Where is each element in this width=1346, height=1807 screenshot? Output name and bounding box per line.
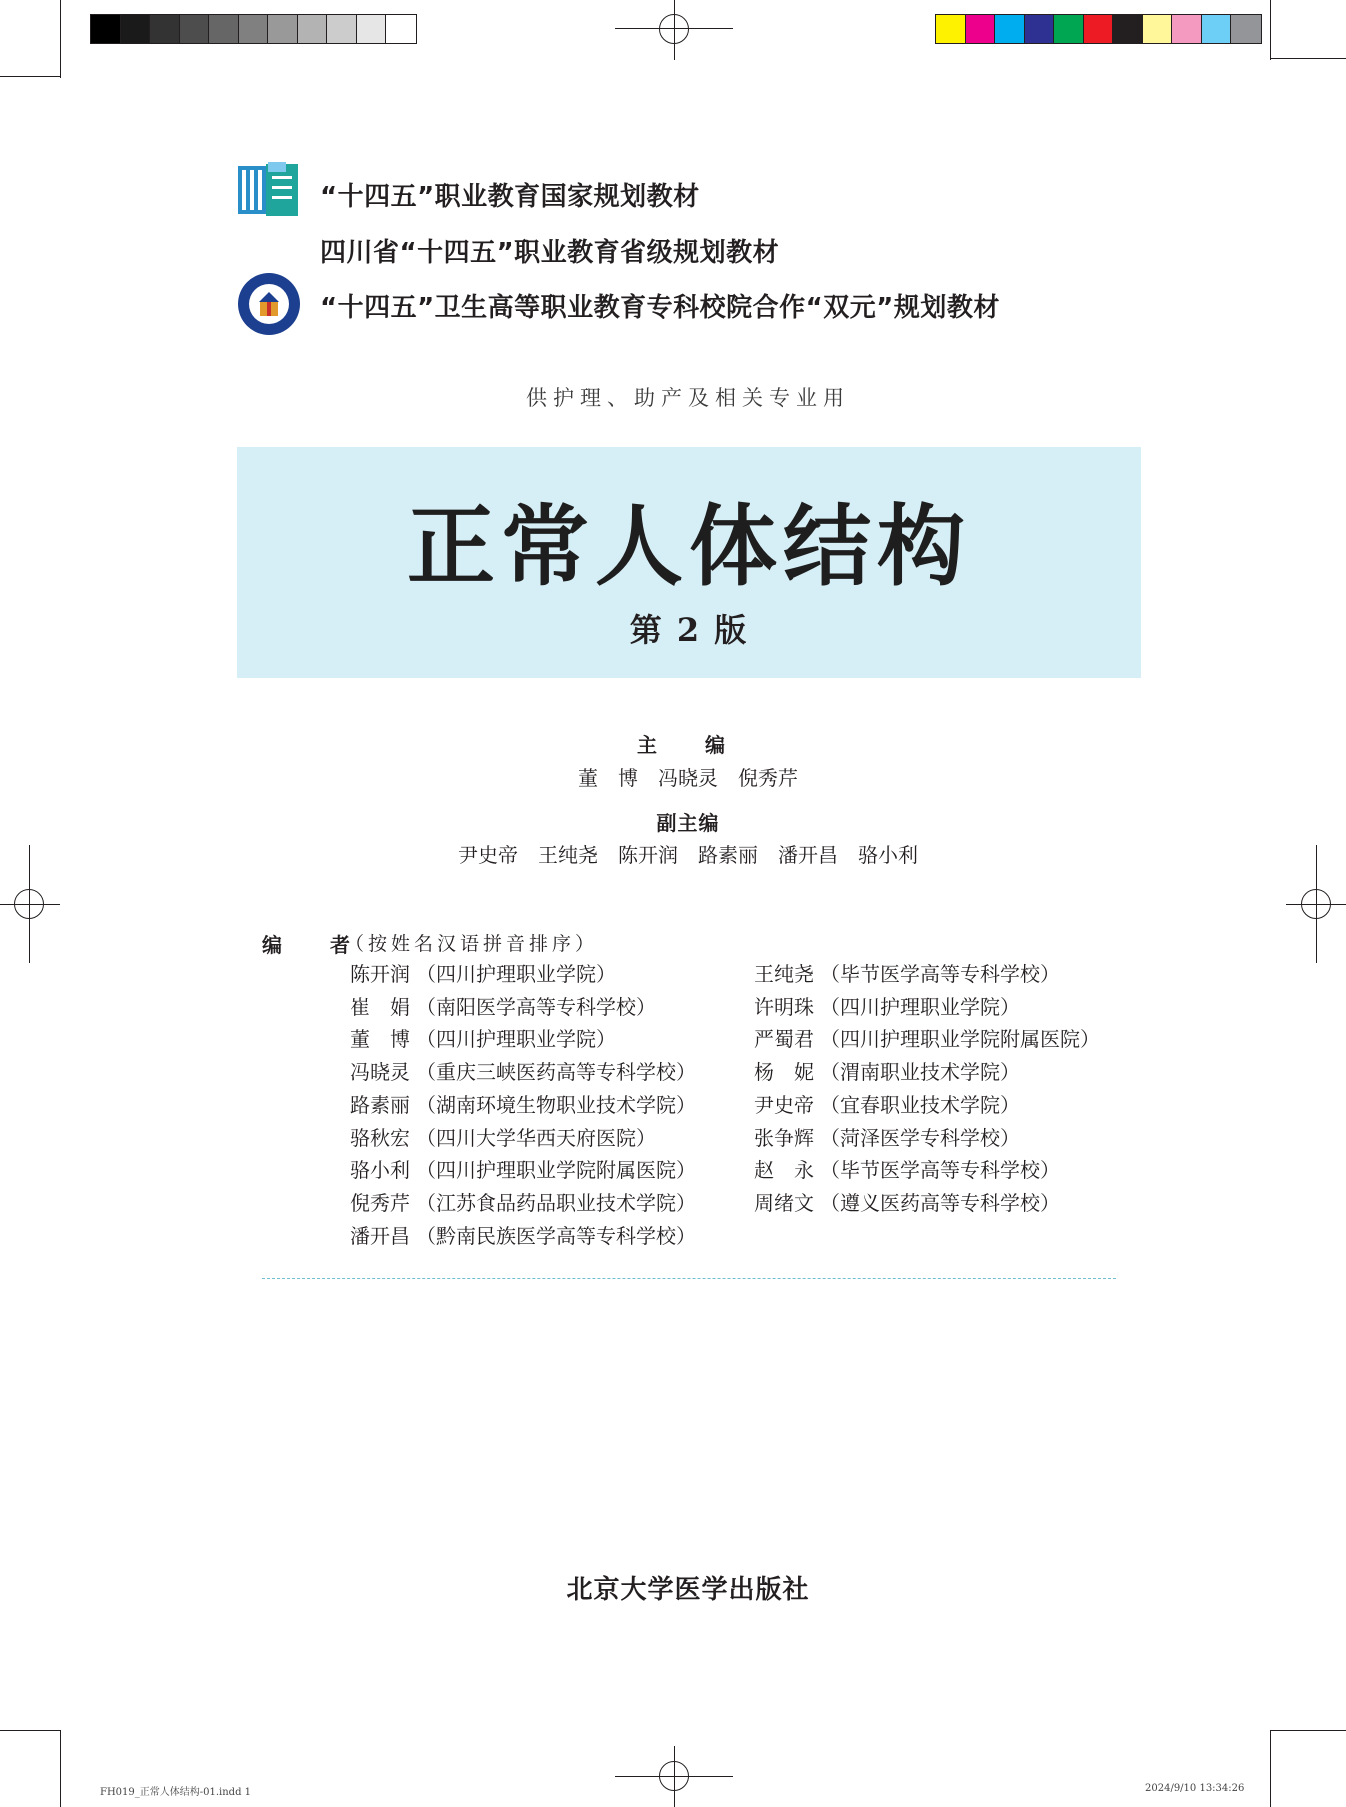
header-line-1: “十四五”职业教育国家规划教材 (320, 182, 700, 212)
color-swatch (966, 15, 996, 43)
color-swatch (1202, 15, 1232, 43)
editor-entry: 许明珠 （四川护理职业学院） (754, 994, 1020, 1019)
color-swatch (1025, 15, 1055, 43)
editors-column-right (754, 958, 1100, 1220)
editor-entry: 赵 永 （毕节医学高等专科学校） (754, 1158, 1060, 1183)
university-seal-icon (237, 272, 301, 336)
chief-editor-names (0, 762, 1346, 791)
chief-editor-label: 主 编 (637, 733, 739, 757)
deputy-editor-names (0, 839, 1346, 868)
color-swatch (1172, 15, 1202, 43)
gray-swatch (357, 15, 387, 43)
editor-entry: 张争辉 （菏泽医学专科学校） (754, 1125, 1020, 1150)
color-swatch (1113, 15, 1143, 43)
color-swatch (1231, 15, 1261, 43)
gray-swatch (386, 15, 416, 43)
gray-swatch (209, 15, 239, 43)
editor-entry: 冯晓灵 （重庆三峡医药高等专科学校） (350, 1060, 696, 1085)
color-swatch (936, 15, 966, 43)
publisher-name: 北京大学医学出版社 (566, 1575, 810, 1605)
color-swatch (1054, 15, 1084, 43)
editor-entry: 严蜀君 （四川护理职业学院附属医院） (754, 1027, 1100, 1052)
gray-swatch (239, 15, 269, 43)
color-swatch (1084, 15, 1114, 43)
editor-entry: 骆小利 （四川护理职业学院附属医院） (350, 1158, 696, 1183)
gray-swatch (150, 15, 180, 43)
editor-entry: 路素丽 （湖南环境生物职业技术学院） (350, 1092, 696, 1117)
plan-textbook-icon (236, 160, 304, 220)
dashed-divider (262, 1278, 1116, 1279)
editor-entry: 倪秀芹 （江苏食品药品职业技术学院） (350, 1190, 696, 1215)
editors-sort-note: （按姓名汉语拼音排序） (345, 933, 599, 955)
gray-swatch (91, 15, 121, 43)
gray-swatch (298, 15, 328, 43)
editor-entry: 董 博 （四川护理职业学院） (350, 1027, 616, 1052)
deputy-editor-name: 骆小利 (858, 843, 918, 867)
gray-swatch (180, 15, 210, 43)
chief-editor-name: 倪秀芹 (738, 766, 798, 790)
slug-file-name: FH019_正常人体结构-01.indd 1 (100, 1787, 252, 1798)
editor-entry: 陈开润 （四川护理职业学院） (350, 962, 616, 986)
gray-swatch (268, 15, 298, 43)
gray-swatch (327, 15, 357, 43)
color-swatch (995, 15, 1025, 43)
chief-editor-name: 董 博 (578, 766, 638, 790)
usage-note: 供护理、助产及相关专业用 (526, 386, 850, 410)
editors-column-left (350, 958, 696, 1252)
deputy-editor-name: 尹史帝 (458, 843, 518, 867)
deputy-editor-name: 陈开润 (618, 843, 678, 867)
editor-entry: 崔 娟 （南阳医学高等专科学校） (350, 994, 656, 1019)
editor-entry: 骆秋宏 （四川大学华西天府医院） (350, 1125, 656, 1150)
editor-entry: 周绪文 （遵义医药高等专科学校） (754, 1190, 1060, 1215)
header-line-3: “十四五”卫生高等职业教育专科校院合作“双元”规划教材 (320, 293, 1000, 323)
editor-entry: 杨 妮 （渭南职业技术学院） (754, 1060, 1020, 1085)
editors-label: 编 者 (262, 933, 364, 957)
editor-entry: 潘开昌 （黔南民族医学高等专科学校） (350, 1223, 696, 1248)
slug-datetime: 2024/9/10 13:34:26 (1145, 1783, 1245, 1794)
editor-entry: 尹史帝 （宜春职业技术学院） (754, 1092, 1020, 1117)
editor-entry: 王纯尧 （毕节医学高等专科学校） (754, 962, 1060, 986)
deputy-editor-label: 副主编 (656, 811, 720, 835)
title-banner (237, 447, 1141, 678)
book-edition: 第 2 版 (629, 611, 749, 649)
book-title: 正常人体结构 (406, 494, 971, 598)
grayscale-bar (90, 14, 417, 44)
deputy-editor-name: 王纯尧 (538, 843, 598, 867)
deputy-editor-name: 潘开昌 (778, 843, 838, 867)
deputy-editor-name: 路素丽 (698, 843, 758, 867)
chief-editor-name: 冯晓灵 (658, 766, 718, 790)
color-calibration-bar (935, 14, 1262, 44)
gray-swatch (121, 15, 151, 43)
color-swatch (1143, 15, 1173, 43)
header-line-2: 四川省“十四五”职业教育省级规划教材 (320, 238, 780, 268)
